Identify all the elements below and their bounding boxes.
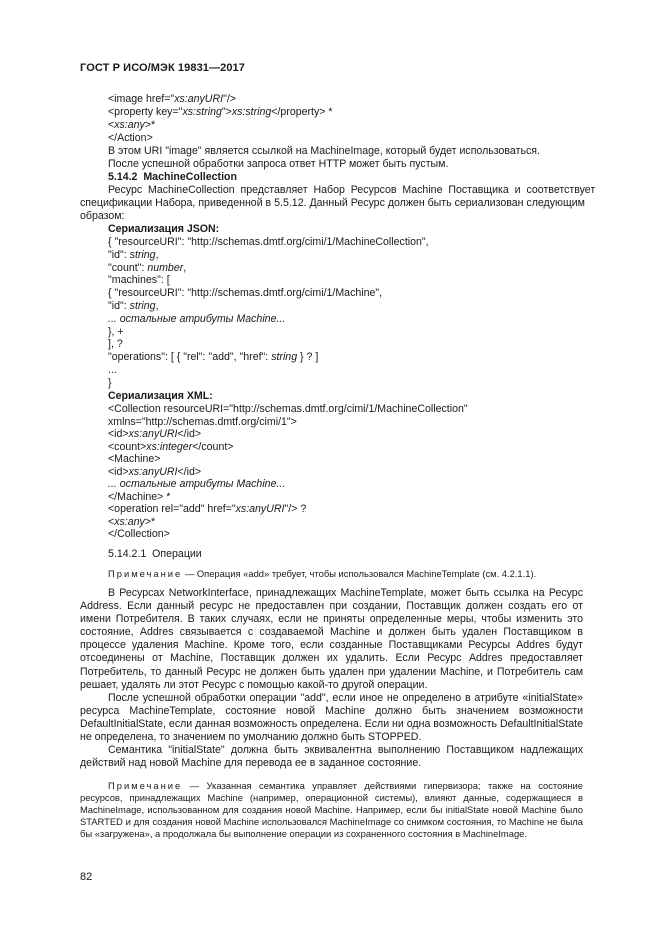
- paragraph-add-operation: После успешной обработки операции "add", если иное не определено в атрибуте «initialState» ресурса MachineTemplate, состояние новой Machine должно быть значением возможности DefaultInitialState, если данная возможность определена. Если ни одна возможность DefaultInitialState не определена, то значением по умолчанию должно быть STOPPED.: [80, 691, 583, 744]
- note-1: [108, 567, 536, 580]
- note-1-label: Примечание: [108, 568, 183, 579]
- json-code-line: ... остальные атрибуты Machine...: [108, 312, 286, 325]
- xml-code-line: <count>xs:integer</count>: [108, 440, 234, 453]
- subsection-heading: 5.14.2.1 Операции: [108, 548, 202, 560]
- json-code-line: "id": string,: [108, 300, 159, 312]
- xml-code-line: </Machine> *: [108, 490, 171, 503]
- xml-code-line: <xs:any>*: [108, 515, 156, 528]
- note-1-text: — Операция «add» требует, чтобы использовался MachineTemplate (см. 4.2.1.1).: [182, 568, 537, 579]
- json-code-line: }, +: [108, 325, 124, 338]
- note-2: [80, 780, 583, 840]
- paragraph-http-response: После успешной обработки запроса ответ HTTP может быть пустым.: [108, 158, 449, 170]
- paragraph-network-interface: В Ресурсах NetworkInterface, принадлежащих MachineTemplate, может быть ссылка на Ресурс Address. Если данный ресурс не предоставлен при создании, Поставщик должен создать его от имени Потребителя. В таких случаях, если не приняты определенные меры, чтобы изменить это состояние, Addres связывается с создаваемой Machine и должен быть удален Поставщиком в процессе удаления Machine. Кроме того, если созданные Поставщиками Ресурсы Addres будут отсоединены от Machine, Поставщик должен их удалить. Если Ресурс Addres предоставляет Потребитель, то данный Ресурс не должен быть удален при удалении Machine, и Потребитель сам решает, удалять ли этот Ресурс с помощью какой-то другой операции.: [80, 587, 583, 691]
- xml-heading: Сериализация XML:: [108, 390, 213, 402]
- xml-code-line: <Collection resourceURI="http://schemas.dmtf.org/cimi/1/MachineCollection": [108, 403, 468, 415]
- code-line: </Action>: [108, 132, 153, 144]
- xml-code-line: <id>xs:anyURI</id>: [108, 465, 202, 478]
- json-code-line: "count": number,: [108, 261, 187, 274]
- code-line: <property key="xs:string">xs:string</property> *: [108, 106, 333, 118]
- paragraph-initial-state: Семантика "initialState" должна быть эквивалентна выполнению Поставщиком надлежащих действий над новой Machine для перевода ее в заданное состояние.: [80, 744, 583, 770]
- page-number: 82: [80, 871, 93, 883]
- json-code-line: "machines": [: [108, 274, 170, 287]
- note-2-label: Примечание: [108, 780, 183, 791]
- json-code-line: ...: [108, 364, 117, 376]
- json-code-line: ], ?: [108, 338, 123, 351]
- xml-code-line: </Collection>: [108, 528, 170, 540]
- body-paragraphs: [80, 587, 583, 770]
- xml-code-line: <Machine>: [108, 453, 161, 465]
- json-heading: Сериализация JSON:: [108, 223, 220, 235]
- intro-line-2: спецификации Набора, приведенной в 5.5.12. Данный Ресурс должен быть сериализован следующим: [80, 197, 585, 209]
- page-header: ГОСТ Р ИСО/МЭК 19831—2017: [80, 62, 245, 74]
- json-code-line: { "resourceURI": "http://schemas.dmtf.org/cimi/1/MachineCollection",: [108, 236, 429, 248]
- intro-line-3: образом:: [80, 210, 125, 222]
- note-2-text: — Указанная семантика управляет действиями гипервизора; также на состояние ресурсов, принадлежащих Machine (например, операционной системы), влияют данные, содержащиеся в MachineImage, использованном для создания новой Machine. Например, если бы initialState новой Machine было STARTED и для создания новой Machine использовался MachineImage со снимком состояния, то Machine не была бы «загружена», а продолжала бы выполнение операции из сохраненного состояния в MachineImage.: [80, 780, 583, 839]
- code-line: <image href="xs:anyURI"/>: [108, 93, 236, 105]
- json-code-line: { "resourceURI": "http://schemas.dmtf.org/cimi/1/Machine",: [108, 287, 383, 300]
- section-heading: [108, 171, 237, 184]
- section-number: 5.14.2: [108, 171, 138, 183]
- xml-code-line: xmlns="http://schemas.dmtf.org/cimi/1">: [108, 415, 297, 428]
- xml-code-line: <id>xs:anyURI</id>: [108, 428, 202, 440]
- code-line: <xs:any>*: [108, 119, 156, 131]
- intro-line-1: Ресурс MachineCollection представляет Набор Ресурсов Machine Поставщика и соответствует: [108, 184, 596, 196]
- json-code-line: "id": string,: [108, 248, 159, 261]
- paragraph-image-uri: В этом URI "image" является ссылкой на MachineImage, который будет использоваться.: [108, 145, 540, 157]
- xml-code-line: <operation rel="add" href="xs:anyURI"/> ?: [108, 503, 307, 515]
- xml-code-line: ... остальные атрибуты Machine...: [108, 478, 286, 490]
- section-title: MachineCollection: [143, 171, 237, 183]
- json-code-line: }: [108, 376, 112, 389]
- json-code-line: "operations": [ { "rel": "add", "href": string } ? ]: [108, 351, 319, 364]
